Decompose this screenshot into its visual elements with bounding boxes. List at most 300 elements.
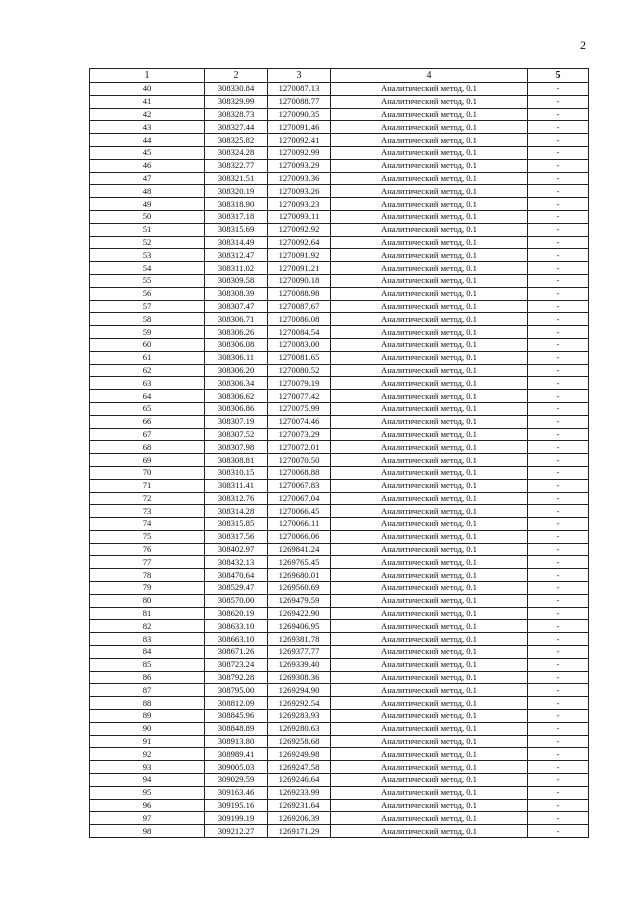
table-row [90, 492, 589, 505]
method-cell: Аналитический метод, 0.1 [331, 236, 528, 249]
point-number-cell: 71 [90, 479, 205, 492]
point-number-cell: 84 [90, 646, 205, 659]
table-row [90, 633, 589, 646]
method-cell: Аналитический метод, 0.1 [331, 313, 528, 326]
point-number-cell: 78 [90, 569, 205, 582]
point-number-cell: 61 [90, 351, 205, 364]
y-coordinate-cell: 1270091.46 [268, 121, 331, 134]
accuracy-cell: - [528, 620, 589, 633]
x-coordinate-cell: 308812.09 [205, 697, 268, 710]
table-row [90, 210, 589, 223]
y-coordinate-cell: 1270092.41 [268, 134, 331, 147]
method-cell: Аналитический метод, 0.1 [331, 543, 528, 556]
x-coordinate-cell: 309005.03 [205, 761, 268, 774]
y-coordinate-cell: 1270067.83 [268, 479, 331, 492]
accuracy-cell: - [528, 313, 589, 326]
accuracy-cell: - [528, 428, 589, 441]
table-row [90, 582, 589, 595]
x-coordinate-cell: 308315.85 [205, 518, 268, 531]
table-row [90, 543, 589, 556]
accuracy-cell: - [528, 134, 589, 147]
x-coordinate-cell: 308325.82 [205, 134, 268, 147]
y-coordinate-cell: 1270090.18 [268, 274, 331, 287]
point-number-cell: 93 [90, 761, 205, 774]
method-cell: Аналитический метод, 0.1 [331, 748, 528, 761]
y-coordinate-cell: 1269246.64 [268, 774, 331, 787]
x-coordinate-cell: 308307.98 [205, 441, 268, 454]
accuracy-cell: - [528, 505, 589, 518]
accuracy-cell: - [528, 607, 589, 620]
point-number-cell: 97 [90, 812, 205, 825]
method-cell: Аналитический метод, 0.1 [331, 134, 528, 147]
x-coordinate-cell: 308432.13 [205, 556, 268, 569]
accuracy-cell: - [528, 210, 589, 223]
table-row [90, 83, 589, 96]
table-row [90, 108, 589, 121]
table-row [90, 198, 589, 211]
x-coordinate-cell: 308848.89 [205, 722, 268, 735]
method-cell: Аналитический метод, 0.1 [331, 684, 528, 697]
point-number-cell: 69 [90, 454, 205, 467]
accuracy-cell: - [528, 364, 589, 377]
y-coordinate-cell: 1270084.54 [268, 326, 331, 339]
point-number-cell: 76 [90, 543, 205, 556]
point-number-cell: 70 [90, 466, 205, 479]
method-cell: Аналитический метод, 0.1 [331, 159, 528, 172]
method-cell: Аналитический метод, 0.1 [331, 761, 528, 774]
x-coordinate-cell: 308321.51 [205, 172, 268, 185]
y-coordinate-cell: 1269406.95 [268, 620, 331, 633]
point-number-cell: 92 [90, 748, 205, 761]
point-number-cell: 58 [90, 313, 205, 326]
y-coordinate-cell: 1270073.29 [268, 428, 331, 441]
y-coordinate-cell: 1269233.99 [268, 786, 331, 799]
table-row [90, 479, 589, 492]
table-row [90, 697, 589, 710]
point-number-cell: 90 [90, 722, 205, 735]
method-cell: Аналитический метод, 0.1 [331, 95, 528, 108]
point-number-cell: 83 [90, 633, 205, 646]
y-coordinate-cell: 1270088.77 [268, 95, 331, 108]
accuracy-cell: - [528, 172, 589, 185]
point-number-cell: 48 [90, 185, 205, 198]
y-coordinate-cell: 1269206.39 [268, 812, 331, 825]
y-coordinate-cell: 1269283.93 [268, 710, 331, 723]
y-coordinate-cell: 1270075.99 [268, 402, 331, 415]
table-row [90, 607, 589, 620]
x-coordinate-cell: 308329.99 [205, 95, 268, 108]
header-col-5: 5 [528, 69, 589, 83]
point-number-cell: 98 [90, 825, 205, 838]
table-row [90, 313, 589, 326]
accuracy-cell: - [528, 159, 589, 172]
table-row [90, 159, 589, 172]
accuracy-cell: - [528, 825, 589, 838]
x-coordinate-cell: 308306.34 [205, 377, 268, 390]
accuracy-cell: - [528, 287, 589, 300]
y-coordinate-cell: 1270074.46 [268, 415, 331, 428]
x-coordinate-cell: 308306.08 [205, 338, 268, 351]
point-number-cell: 85 [90, 658, 205, 671]
x-coordinate-cell: 308314.49 [205, 236, 268, 249]
y-coordinate-cell: 1270066.11 [268, 518, 331, 531]
y-coordinate-cell: 1270092.92 [268, 223, 331, 236]
x-coordinate-cell: 308306.26 [205, 326, 268, 339]
table-row [90, 646, 589, 659]
point-number-cell: 86 [90, 671, 205, 684]
accuracy-cell: - [528, 83, 589, 96]
table-row [90, 287, 589, 300]
y-coordinate-cell: 1270070.50 [268, 454, 331, 467]
method-cell: Аналитический метод, 0.1 [331, 351, 528, 364]
table-row [90, 441, 589, 454]
accuracy-cell: - [528, 274, 589, 287]
point-number-cell: 51 [90, 223, 205, 236]
accuracy-cell: - [528, 402, 589, 415]
accuracy-cell: - [528, 812, 589, 825]
x-coordinate-cell: 308306.11 [205, 351, 268, 364]
y-coordinate-cell: 1270093.29 [268, 159, 331, 172]
method-cell: Аналитический метод, 0.1 [331, 364, 528, 377]
accuracy-cell: - [528, 236, 589, 249]
accuracy-cell: - [528, 543, 589, 556]
x-coordinate-cell: 308317.56 [205, 530, 268, 543]
table-row [90, 249, 589, 262]
x-coordinate-cell: 308330.84 [205, 83, 268, 96]
point-number-cell: 66 [90, 415, 205, 428]
table-row [90, 390, 589, 403]
y-coordinate-cell: 1270091.21 [268, 262, 331, 275]
method-cell: Аналитический метод, 0.1 [331, 300, 528, 313]
method-cell: Аналитический метод, 0.1 [331, 697, 528, 710]
y-coordinate-cell: 1270087.67 [268, 300, 331, 313]
method-cell: Аналитический метод, 0.1 [331, 594, 528, 607]
accuracy-cell: - [528, 300, 589, 313]
x-coordinate-cell: 308327.44 [205, 121, 268, 134]
x-coordinate-cell: 308306.62 [205, 390, 268, 403]
point-number-cell: 65 [90, 402, 205, 415]
table-header-row [90, 69, 589, 83]
table-row [90, 735, 589, 748]
accuracy-cell: - [528, 441, 589, 454]
table-row [90, 556, 589, 569]
method-cell: Аналитический метод, 0.1 [331, 377, 528, 390]
point-number-cell: 46 [90, 159, 205, 172]
accuracy-cell: - [528, 466, 589, 479]
method-cell: Аналитический метод, 0.1 [331, 287, 528, 300]
table-row [90, 761, 589, 774]
table-row [90, 223, 589, 236]
method-cell: Аналитический метод, 0.1 [331, 185, 528, 198]
accuracy-cell: - [528, 671, 589, 684]
table-row [90, 466, 589, 479]
table-row [90, 146, 589, 159]
y-coordinate-cell: 1269280.63 [268, 722, 331, 735]
y-coordinate-cell: 1270086.08 [268, 313, 331, 326]
accuracy-cell: - [528, 121, 589, 134]
point-number-cell: 81 [90, 607, 205, 620]
table-row [90, 710, 589, 723]
method-cell: Аналитический метод, 0.1 [331, 198, 528, 211]
x-coordinate-cell: 308671.26 [205, 646, 268, 659]
accuracy-cell: - [528, 108, 589, 121]
x-coordinate-cell: 309029.59 [205, 774, 268, 787]
point-number-cell: 60 [90, 338, 205, 351]
header-col-3: 3 [268, 69, 331, 83]
point-number-cell: 64 [90, 390, 205, 403]
method-cell: Аналитический метод, 0.1 [331, 799, 528, 812]
y-coordinate-cell: 1270091.92 [268, 249, 331, 262]
y-coordinate-cell: 1269765.45 [268, 556, 331, 569]
method-cell: Аналитический метод, 0.1 [331, 83, 528, 96]
point-number-cell: 95 [90, 786, 205, 799]
table-row [90, 121, 589, 134]
table-row [90, 326, 589, 339]
point-number-cell: 47 [90, 172, 205, 185]
y-coordinate-cell: 1270066.45 [268, 505, 331, 518]
accuracy-cell: - [528, 530, 589, 543]
y-coordinate-cell: 1270087.13 [268, 83, 331, 96]
accuracy-cell: - [528, 377, 589, 390]
y-coordinate-cell: 1270088.98 [268, 287, 331, 300]
method-cell: Аналитический метод, 0.1 [331, 146, 528, 159]
y-coordinate-cell: 1270093.23 [268, 198, 331, 211]
y-coordinate-cell: 1269680.01 [268, 569, 331, 582]
table-row [90, 825, 589, 838]
method-cell: Аналитический метод, 0.1 [331, 108, 528, 121]
y-coordinate-cell: 1270067.04 [268, 492, 331, 505]
y-coordinate-cell: 1269377.77 [268, 646, 331, 659]
method-cell: Аналитический метод, 0.1 [331, 121, 528, 134]
page-number: 2 [580, 38, 586, 52]
accuracy-cell: - [528, 774, 589, 787]
accuracy-cell: - [528, 492, 589, 505]
accuracy-cell: - [528, 223, 589, 236]
method-cell: Аналитический метод, 0.1 [331, 415, 528, 428]
table-row [90, 812, 589, 825]
x-coordinate-cell: 308309.58 [205, 274, 268, 287]
table-row [90, 774, 589, 787]
x-coordinate-cell: 309212.27 [205, 825, 268, 838]
x-coordinate-cell: 308307.52 [205, 428, 268, 441]
y-coordinate-cell: 1270092.64 [268, 236, 331, 249]
method-cell: Аналитический метод, 0.1 [331, 582, 528, 595]
table-row [90, 274, 589, 287]
accuracy-cell: - [528, 326, 589, 339]
method-cell: Аналитический метод, 0.1 [331, 530, 528, 543]
y-coordinate-cell: 1270072.01 [268, 441, 331, 454]
method-cell: Аналитический метод, 0.1 [331, 620, 528, 633]
table-row [90, 454, 589, 467]
accuracy-cell: - [528, 262, 589, 275]
point-number-cell: 80 [90, 594, 205, 607]
table-row [90, 748, 589, 761]
point-number-cell: 62 [90, 364, 205, 377]
table-row [90, 722, 589, 735]
x-coordinate-cell: 308570.00 [205, 594, 268, 607]
y-coordinate-cell: 1270083.00 [268, 338, 331, 351]
point-number-cell: 53 [90, 249, 205, 262]
point-number-cell: 42 [90, 108, 205, 121]
table-row [90, 338, 589, 351]
method-cell: Аналитический метод, 0.1 [331, 722, 528, 735]
y-coordinate-cell: 1269247.58 [268, 761, 331, 774]
header-col-1: 1 [90, 69, 205, 83]
table-row [90, 658, 589, 671]
method-cell: Аналитический метод, 0.1 [331, 172, 528, 185]
accuracy-cell: - [528, 761, 589, 774]
x-coordinate-cell: 308620.19 [205, 607, 268, 620]
point-number-cell: 82 [90, 620, 205, 633]
accuracy-cell: - [528, 146, 589, 159]
method-cell: Аналитический метод, 0.1 [331, 428, 528, 441]
y-coordinate-cell: 1269294.90 [268, 684, 331, 697]
method-cell: Аналитический метод, 0.1 [331, 479, 528, 492]
table-row [90, 620, 589, 633]
accuracy-cell: - [528, 594, 589, 607]
accuracy-cell: - [528, 454, 589, 467]
x-coordinate-cell: 308317.18 [205, 210, 268, 223]
point-number-cell: 75 [90, 530, 205, 543]
accuracy-cell: - [528, 735, 589, 748]
point-number-cell: 77 [90, 556, 205, 569]
x-coordinate-cell: 308318.90 [205, 198, 268, 211]
x-coordinate-cell: 308913.80 [205, 735, 268, 748]
method-cell: Аналитический метод, 0.1 [331, 646, 528, 659]
accuracy-cell: - [528, 684, 589, 697]
x-coordinate-cell: 308795.00 [205, 684, 268, 697]
accuracy-cell: - [528, 95, 589, 108]
table-row [90, 428, 589, 441]
accuracy-cell: - [528, 518, 589, 531]
accuracy-cell: - [528, 799, 589, 812]
y-coordinate-cell: 1269258.68 [268, 735, 331, 748]
method-cell: Аналитический метод, 0.1 [331, 812, 528, 825]
y-coordinate-cell: 1270093.36 [268, 172, 331, 185]
y-coordinate-cell: 1270066.06 [268, 530, 331, 543]
x-coordinate-cell: 308723.24 [205, 658, 268, 671]
point-number-cell: 91 [90, 735, 205, 748]
point-number-cell: 41 [90, 95, 205, 108]
table-row [90, 671, 589, 684]
y-coordinate-cell: 1269231.64 [268, 799, 331, 812]
method-cell: Аналитический метод, 0.1 [331, 262, 528, 275]
x-coordinate-cell: 308322.77 [205, 159, 268, 172]
x-coordinate-cell: 308312.47 [205, 249, 268, 262]
table-row [90, 134, 589, 147]
y-coordinate-cell: 1270081.65 [268, 351, 331, 364]
accuracy-cell: - [528, 556, 589, 569]
method-cell: Аналитический метод, 0.1 [331, 786, 528, 799]
point-number-cell: 67 [90, 428, 205, 441]
table-row [90, 569, 589, 582]
method-cell: Аналитический метод, 0.1 [331, 518, 528, 531]
point-number-cell: 52 [90, 236, 205, 249]
x-coordinate-cell: 309163.46 [205, 786, 268, 799]
method-cell: Аналитический метод, 0.1 [331, 210, 528, 223]
method-cell: Аналитический метод, 0.1 [331, 671, 528, 684]
accuracy-cell: - [528, 786, 589, 799]
accuracy-cell: - [528, 479, 589, 492]
x-coordinate-cell: 308989.41 [205, 748, 268, 761]
point-number-cell: 94 [90, 774, 205, 787]
point-number-cell: 87 [90, 684, 205, 697]
point-number-cell: 89 [90, 710, 205, 723]
accuracy-cell: - [528, 748, 589, 761]
y-coordinate-cell: 1269422.90 [268, 607, 331, 620]
table-row [90, 518, 589, 531]
method-cell: Аналитический метод, 0.1 [331, 633, 528, 646]
point-number-cell: 43 [90, 121, 205, 134]
point-number-cell: 57 [90, 300, 205, 313]
point-number-cell: 55 [90, 274, 205, 287]
x-coordinate-cell: 308306.71 [205, 313, 268, 326]
accuracy-cell: - [528, 338, 589, 351]
x-coordinate-cell: 308320.19 [205, 185, 268, 198]
accuracy-cell: - [528, 697, 589, 710]
method-cell: Аналитический метод, 0.1 [331, 402, 528, 415]
method-cell: Аналитический метод, 0.1 [331, 556, 528, 569]
header-col-4: 4 [331, 69, 528, 83]
method-cell: Аналитический метод, 0.1 [331, 390, 528, 403]
point-number-cell: 59 [90, 326, 205, 339]
y-coordinate-cell: 1269841.24 [268, 543, 331, 556]
method-cell: Аналитический метод, 0.1 [331, 223, 528, 236]
table-row [90, 594, 589, 607]
table-row [90, 505, 589, 518]
point-number-cell: 96 [90, 799, 205, 812]
y-coordinate-cell: 1270077.42 [268, 390, 331, 403]
y-coordinate-cell: 1270093.26 [268, 185, 331, 198]
y-coordinate-cell: 1270092.99 [268, 146, 331, 159]
table-row [90, 786, 589, 799]
y-coordinate-cell: 1269479.59 [268, 594, 331, 607]
x-coordinate-cell: 308328.73 [205, 108, 268, 121]
method-cell: Аналитический метод, 0.1 [331, 441, 528, 454]
y-coordinate-cell: 1269339.40 [268, 658, 331, 671]
point-number-cell: 50 [90, 210, 205, 223]
table-row [90, 684, 589, 697]
point-number-cell: 79 [90, 582, 205, 595]
accuracy-cell: - [528, 185, 589, 198]
accuracy-cell: - [528, 198, 589, 211]
x-coordinate-cell: 309195.16 [205, 799, 268, 812]
method-cell: Аналитический метод, 0.1 [331, 274, 528, 287]
point-number-cell: 73 [90, 505, 205, 518]
x-coordinate-cell: 308312.76 [205, 492, 268, 505]
y-coordinate-cell: 1269171.29 [268, 825, 331, 838]
x-coordinate-cell: 308314.28 [205, 505, 268, 518]
y-coordinate-cell: 1269560.69 [268, 582, 331, 595]
point-number-cell: 56 [90, 287, 205, 300]
header-col-2: 2 [205, 69, 268, 83]
method-cell: Аналитический метод, 0.1 [331, 338, 528, 351]
accuracy-cell: - [528, 582, 589, 595]
x-coordinate-cell: 308311.02 [205, 262, 268, 275]
accuracy-cell: - [528, 658, 589, 671]
x-coordinate-cell: 309199.19 [205, 812, 268, 825]
x-coordinate-cell: 308311.41 [205, 479, 268, 492]
y-coordinate-cell: 1270079.19 [268, 377, 331, 390]
accuracy-cell: - [528, 249, 589, 262]
x-coordinate-cell: 308307.19 [205, 415, 268, 428]
point-number-cell: 74 [90, 518, 205, 531]
point-number-cell: 68 [90, 441, 205, 454]
table-row [90, 262, 589, 275]
x-coordinate-cell: 308308.39 [205, 287, 268, 300]
y-coordinate-cell: 1270080.52 [268, 364, 331, 377]
method-cell: Аналитический метод, 0.1 [331, 492, 528, 505]
